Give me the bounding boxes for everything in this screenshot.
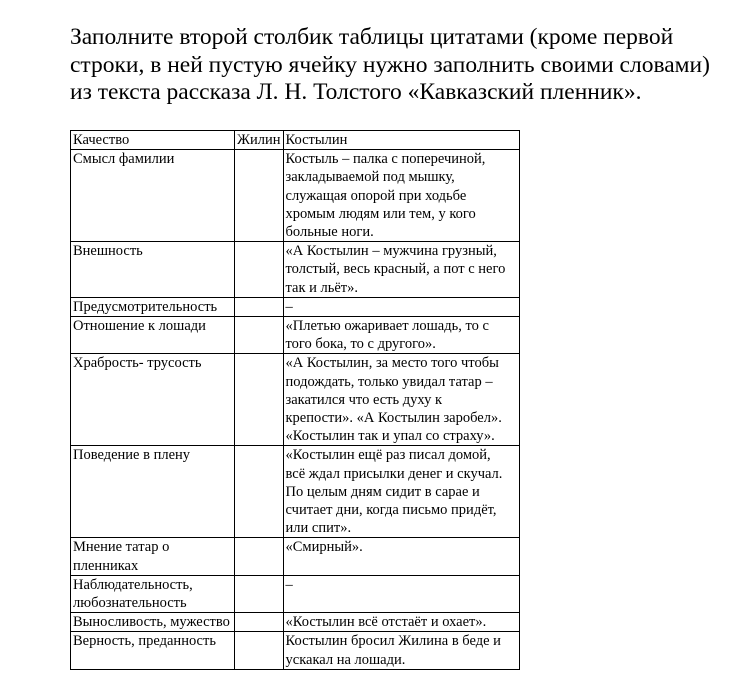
quality-text: Выносливость, мужество [73,614,230,631]
quality-text: Верность, преданность [73,633,216,650]
table-row [71,575,520,612]
cell-kostylin [283,613,519,632]
kostylin-quote-text: или спит». [285,520,352,537]
cell-zhilin[interactable] [235,632,284,669]
kostylin-quote-text: считает дни, когда письмо придёт, [285,502,497,519]
cell-zhilin[interactable] [235,317,284,354]
table-row [71,354,520,446]
cell-zhilin[interactable] [235,150,284,242]
kostylin-quote-text: закладываемой под мышку, [285,169,455,186]
cell-quality [71,150,235,242]
kostylin-quote-text: «Костылин так и упал со страху». [285,428,495,445]
kostylin-quote-text: толстый, весь красный, а пот с него [285,261,506,278]
kostylin-quote-text: служащая опорой при ходьбе [285,187,467,204]
cell-zhilin[interactable] [235,297,284,316]
cell-kostylin [283,446,519,538]
cell-kostylin [283,538,519,575]
kostylin-quote-text: Костылин бросил Жилина в беде и [285,633,501,650]
cell-quality [71,632,235,669]
table-row [71,317,520,354]
kostylin-quote-text: подождать, только увидал татар – [285,373,493,390]
cell-kostylin [283,354,519,446]
table-row [71,297,520,316]
kostylin-quote-text: «Смирный». [285,539,363,556]
kostylin-quote-text: – [285,298,293,315]
cell-quality [71,446,235,538]
instructions-line: из текста рассказа Л. Н. Толстого «Кавказский пленник». [70,79,642,105]
quality-text: Поведение в плену [73,447,191,464]
cell-zhilin[interactable] [235,538,284,575]
table-row [71,613,520,632]
kostylin-quote-text: крепости». «А Костылин заробел». [285,410,502,427]
quality-text: пленниках [73,557,139,574]
task-instructions [70,24,730,107]
header-quality: Качество [71,131,235,150]
quality-text: Мнение татар о [73,539,170,556]
kostylin-quote-text: всё ждал присылки денег и скучал. [285,465,503,482]
table-header-row [71,131,520,150]
cell-zhilin[interactable] [235,446,284,538]
cell-quality [71,575,235,612]
cell-zhilin[interactable] [235,354,284,446]
kostylin-quote-text: того бока, то с другого». [285,336,436,353]
table-row [71,538,520,575]
kostylin-quote-text: хромым людям или тем, у кого [285,205,476,222]
kostylin-quote-text: – [285,576,293,593]
kostylin-quote-text: «А Костылин, за место того чтобы [285,355,499,372]
cell-quality [71,538,235,575]
cell-kostylin [283,575,519,612]
character-comparison-table [70,130,520,670]
cell-kostylin [283,632,519,669]
table-row [71,150,520,242]
header-zhilin: Жилин [235,131,284,150]
instructions-line: Заполните второй столбик таблицы цитатами (кроме первой [70,24,674,50]
cell-quality [71,354,235,446]
kostylin-quote-text: «Костылин всё отстаёт и охает». [285,614,487,631]
quality-text: Наблюдательность, [73,576,193,593]
cell-kostylin [283,297,519,316]
kostylin-quote-text: «А Костылин – мужчина грузный, [285,243,497,260]
cell-kostylin [283,242,519,298]
kostylin-quote-text: По целым дням сидит в сарае и [285,483,480,500]
cell-zhilin[interactable] [235,242,284,298]
quality-text: Предусмотрительность [73,298,218,315]
cell-zhilin[interactable] [235,613,284,632]
cell-quality [71,317,235,354]
table-row [71,632,520,669]
cell-kostylin [283,317,519,354]
kostylin-quote-text: «Плетью ожаривает лошадь, то с [285,318,489,335]
kostylin-quote-text: больные ноги. [285,224,374,241]
kostylin-quote-text: так и льёт». [285,279,359,296]
quality-text: Смысл фамилии [73,151,175,168]
cell-quality [71,297,235,316]
table-row [71,242,520,298]
cell-kostylin [283,150,519,242]
quality-text: Отношение к лошади [73,318,206,335]
quality-text: Внешность [73,243,143,260]
quality-text: любознательность [73,595,187,612]
instructions-line: строки, в ней пустую ячейку нужно заполнить своими словами) [70,51,710,78]
cell-quality [71,242,235,298]
kostylin-quote-text: «Костылин ещё раз писал домой, [285,447,491,464]
kostylin-quote-text: ускакал на лошади. [285,651,406,668]
cell-quality [71,613,235,632]
kostylin-quote-text: Костыль – палка с поперечиной, [285,151,486,168]
cell-zhilin[interactable] [235,575,284,612]
table-row [71,446,520,538]
kostylin-quote-text: закатился что есть духу к [285,391,442,408]
header-kostylin: Костылин [283,131,519,150]
quality-text: Храбрость- трусость [73,355,202,372]
